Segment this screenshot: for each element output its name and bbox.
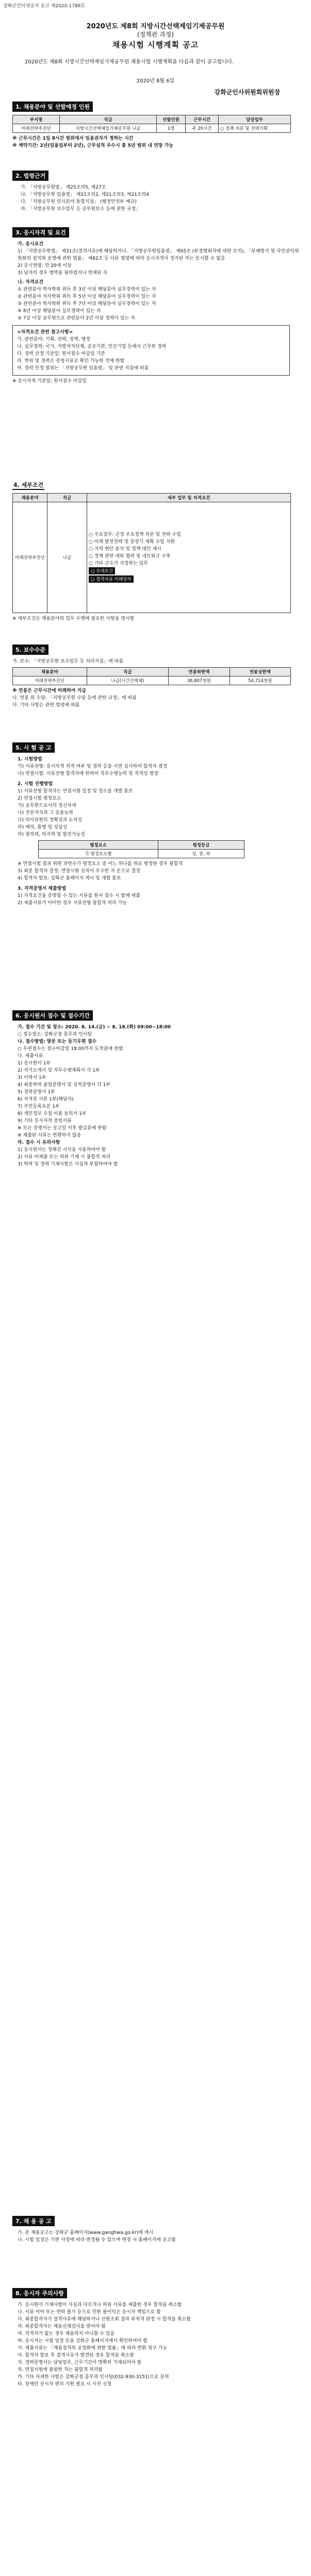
list-item: 자. 경력증명서는 담당업무, 근무기간이 명확히 기재되어야 함 — [18, 2360, 142, 2365]
requirements-box — [12, 325, 290, 376]
list-item: 마) 창의력, 의지력 및 발전가능성 — [18, 832, 85, 837]
list-item: 마. 적격자가 없는 경우 채용하지 아니할 수 있음 — [18, 2331, 115, 2336]
box-title: <자격요건 관련 참고사항> — [17, 330, 73, 335]
cell: 각 평정요소별 — [39, 850, 158, 858]
list-item: ○ 기타 군수가 지정하는 업무 — [89, 561, 148, 566]
col-header: 세부 업무 및 자격요건 — [87, 494, 291, 502]
list-item: ○ 미래 발전전략 및 중장기 계획 수립 지원 — [89, 539, 175, 545]
section-title: 4. 세부조건 — [12, 481, 44, 490]
list-item: 다. 경력 산정 기준일: 원서접수 마감일 기준 — [17, 351, 105, 357]
list-item: 6) 자격증 사본 1부(해당자) — [18, 1097, 74, 1102]
list-item: 카. 기타 자세한 사항은 강화군청 총무과 인사팀(032-930-3151)으로 문의 — [18, 2375, 169, 2380]
list-item: 아. 합격자 발표 후 결격사유가 발견된 경우 합격을 취소함 — [18, 2353, 134, 2358]
list-item: 4) 합격자 발표: 강화군 홈페이지 게시 및 개별 통보 — [18, 876, 121, 881]
table-row — [13, 502, 291, 613]
cell: 나급(시간선택제) — [87, 676, 168, 685]
list-item: 가. 「지방공무원법」 제25조의5, 제27조 — [21, 185, 106, 190]
col-header: 선발인원 — [156, 115, 185, 124]
list-item: 가. 관련분야: 기획, 전략, 정책, 행정 — [17, 337, 90, 342]
list-item: 1) 「지방공무원법」 제31조(결격사유)에 해당하거나, 「지방공무원임용령」 제65조 (부정행위자에 대한 조치), 「부패방지 및 국민권익위원회의 설치와 운영에 관한 법률」 제82조 등 다른 법령에 따라 응시자격이 정지된 자는 응시할 수 없음 — [18, 249, 299, 261]
notice-heading: 채용시험 시행계획 공고 — [112, 40, 199, 49]
cell: 미래전략추진단 — [13, 502, 47, 613]
list-item: 바. 응시자는 시험 일정 등을 강화군 홈페이지에서 확인하여야 함 — [18, 2338, 148, 2344]
table-row — [13, 124, 291, 133]
list-item: 라. 학위 및 경력은 증빙서류로 확인 가능한 것에 한함 — [17, 359, 125, 364]
section-legal-basis — [12, 170, 301, 213]
list-item: ○ 주요업무: 군정 주요정책 자문 및 전략 수립 — [89, 532, 181, 537]
notice-subtitle: (정책관 과정) — [137, 31, 174, 38]
list-item: ○ 우편접수는 접수마감일 18:00까지 도착분에 한함 — [18, 1046, 123, 1052]
list-item: 마. 경력 인정 범위는 「지방공무원 임용령」 및 관련 지침에 따름 — [17, 366, 149, 371]
section-title: 3. 응시자격 및 요건 — [12, 227, 69, 238]
list-item: 가. 접수 기간 및 장소: 2020. 8. 14.(금) ~ 8. 18.(화) 09:00~18:00 — [18, 1025, 171, 1030]
section-title: 5. 보수수준 — [12, 645, 48, 655]
cell: 미래전략추진단 — [13, 124, 60, 133]
col-header: 채용분야 — [13, 668, 87, 676]
list-item: ※ 면접시험 결과 위원 과반수가 평정요소 중 어느 하나를 하로 평정한 경우 불합격 — [18, 861, 183, 867]
list-item: 1) 응시원서는 정해진 서식을 사용하여야 함 — [18, 1147, 106, 1153]
cell: 주 20시간 — [186, 124, 219, 133]
list-item: ④ 8년 이상 해당분야 실무경력이 있는 자 — [18, 309, 101, 314]
list-item: 1) 서류전형 합격자는 면접시험 일정 및 장소를 개별 통보 — [18, 789, 133, 794]
list-item: ② 관련분야 석사학위 취득 후 5년 이상 해당분야 실무경력이 있는 자 — [18, 294, 156, 299]
intro-line: 가. 보수: 「지방공무원 보수업무 등 처리지침」에 따름 — [12, 659, 123, 664]
list-item: 라. 접수 시 유의사항 — [18, 1140, 60, 1145]
col-header: 근무시간 — [186, 115, 219, 124]
list-item: ○ 지역 현안 분석 및 정책 대안 제시 — [89, 547, 161, 552]
subheading: 나. 자격요건 — [18, 280, 44, 285]
list-item: 다. 기타 사항은 관련 법령에 따름 — [12, 703, 80, 708]
list-item: 2) 면접시험 평정요소 — [18, 796, 61, 801]
col-header: 직급 — [60, 115, 157, 124]
section-title: 1. 채용분야 및 선발예정 인원 — [12, 101, 93, 112]
list-item: ○ 정책 관련 대외 협력 및 네트워크 구축 — [89, 554, 171, 559]
col-header: 직급 — [87, 668, 168, 676]
col-header: 부서명 — [13, 115, 60, 124]
list-item: 나. 실무경력: 국가, 지방자치단체, 공공기관, 민간기업 등에서 근무한 경력 — [17, 344, 167, 349]
list-item: ⑤ 7급 이상 공무원으로 관련분야 2년 이상 경력이 있는 자 — [18, 316, 135, 321]
positions-table — [12, 115, 291, 133]
list-item: 3) 학력 및 경력 기재사항은 사실과 부합하여야 함 — [18, 1162, 118, 1167]
list-item: 2) 서류 미제출 또는 허위 기재 시 불합격 처리 — [18, 1155, 110, 1160]
section-title: 5. 시 험 공 고 — [12, 742, 55, 753]
subheading: 1. 시험방법 — [18, 757, 42, 762]
col-header: 담당업무 — [218, 115, 290, 124]
list-item: 나. 서류 미비 또는 연락 불가 등으로 인한 불이익은 응시자 책임으로 함 — [18, 2310, 161, 2315]
list-item: 다. 「지방공무원 인사분야 통합지침」 (행정안전부 예규) — [21, 199, 137, 205]
col-header: 연봉상한액 — [230, 668, 290, 676]
details-table — [12, 493, 291, 613]
section-cautions — [12, 2287, 301, 2388]
section-positions — [12, 101, 301, 149]
list-item: 1) 자격요건을 증명할 수 있는 서류를 원서 접수 시 함께 제출 — [18, 893, 140, 899]
notice-title: 2020년도 제8회 지방시간선택제임기제공무원 — [86, 23, 225, 30]
list-item: 사. 제출서류는 「채용절차의 공정화에 관한 법률」에 따라 반환 청구 가능 — [18, 2346, 168, 2351]
note: ※ 연봉은 근무시간에 비례하여 지급 — [12, 688, 86, 693]
col-header: 직급 — [47, 494, 87, 502]
list-item: 5) 경력증명서 1부 — [18, 1090, 55, 1095]
list-item: 가. 본 채용공고는 강화군 홈페이지(www.ganghwa.go.kr)에 게시 — [18, 2230, 154, 2235]
list-item: ① 관련분야 박사학위 취득 후 3년 이상 해당분야 실무경력이 있는 자 — [18, 287, 156, 292]
section-exam — [12, 742, 301, 907]
section-details — [12, 479, 301, 622]
list-item: 다) 의사표현의 정확성과 논리성 — [18, 818, 83, 823]
issuing-agency: 강화군인사위원회위원장 — [214, 89, 280, 96]
col-header: 평정요소 — [39, 841, 158, 850]
cell: 36,807천원 — [169, 676, 230, 685]
highlight-label: ○ 우대요건 — [89, 567, 115, 574]
section-title: 7. 채 용 공 고 — [12, 2216, 55, 2226]
section-application — [12, 1010, 301, 1168]
cell: ○ 정책 자문 및 전략기획 — [218, 124, 290, 133]
section-title: 6. 응시원서 접수 및 접수기간 — [12, 1010, 93, 1021]
subheading: 3. 자격증명서 제출방법 — [18, 886, 67, 891]
cell — [87, 502, 291, 613]
notice-date: 2020년 8월 6일 — [136, 78, 175, 84]
list-item: 7) 주민등록초본 1부 — [18, 1104, 60, 1109]
list-item: 8) 개인정보 수집·이용 동의서 1부 — [18, 1111, 87, 1116]
list-item: 타. 장애인 응시자 편의 지원 필요 시 사전 신청 — [18, 2382, 112, 2387]
list-item: 2) 자기소개서 및 직무수행계획서 각 1부 — [18, 1068, 100, 1073]
list-item: 나. 연봉 외 수당: 「지방공무원 수당 등에 관한 규정」에 따름 — [12, 696, 137, 701]
list-item: 나. 접수방법: 방문 또는 등기우편 접수 — [18, 1039, 97, 1044]
list-item: 9) 기타 응시자격 증빙서류 — [18, 1118, 72, 1124]
col-header: 채용분야 — [13, 494, 47, 502]
list-item: 나. 「지방공무원 임용령」 제21조의2, 제21조의3, 제21조의4 — [21, 192, 149, 197]
list-item: ○ 접수장소: 강화군청 총무과 인사팀 — [18, 1032, 92, 1037]
list-item: 4) 최종학력 졸업증명서 및 성적증명서 각 1부 — [18, 1082, 110, 1088]
list-item: 라. 최종합격자는 채용신체검사를 받아야 함 — [18, 2324, 106, 2329]
note: ※ 계약기간: 2년(임용일부터 2년), 근무실적 우수시 총 5년 범위 내 연장 가능 — [12, 143, 173, 148]
list-item: 다. 제출서류 — [18, 1054, 43, 1059]
list-item: 나) 면접시험: 서류전형 합격자에 한하여 직무수행능력 및 적격성 평정 — [18, 771, 158, 776]
table-row — [39, 850, 244, 858]
list-item: 나) 전문지식과 그 응용능력 — [18, 810, 73, 816]
cell: 미래전략추진단 — [13, 676, 87, 685]
cell: 나급 — [47, 502, 87, 613]
intro-text: 2020년도 제8회 지방시간선택제임기제공무원 채용시험 시행계획을 다음과 같이 공고합니다. — [25, 59, 234, 65]
subheading: 가. 응시요건 — [18, 242, 44, 247]
list-item: 다. 최종합격자가 결격사유에 해당하거나 신원조회 결과 부적격 판정 시 합격을 취소함 — [18, 2317, 191, 2322]
cell: 상, 중, 하 — [158, 850, 244, 858]
list-item: 3) 최종 합격자 결정: 면접시험 성적이 우수한 자 순으로 결정 — [18, 869, 140, 874]
list-item: 가) 서류전형: 응시자격 적격 여부 및 경력 등을 서면 심사하여 합격자 결정 — [18, 764, 168, 769]
subheading: 2. 시험 진행방법 — [18, 782, 53, 787]
highlight-label: ○ 결격사유 미해당자 — [89, 575, 134, 583]
col-header: 평정등급 — [158, 841, 244, 850]
cell: 지방시간선택제임기제공무원 나급 — [60, 124, 157, 133]
note: ※ 근무시간은 1일 8시간 범위에서 임용권자가 정하는 시간 — [12, 136, 134, 141]
list-item: 2) 제출서류가 미비한 경우 서류전형 불합격 처리 가능 — [18, 901, 127, 906]
grade-table — [38, 840, 244, 858]
notice-number: 강화군인터넷공지 공고 제2020-1788호 — [3, 4, 86, 9]
list-item: ※ 제출된 서류는 반환하지 않음 — [18, 1133, 81, 1138]
list-item: 1) 응시원서 1부 — [18, 1061, 51, 1066]
list-item: 차. 면접시험에 불참한 자는 불합격 처리함 — [18, 2367, 103, 2372]
list-item: 나. 시험 일정은 기관 사정에 따라 변경될 수 있으며 변경 시 홈페이지에 공고함 — [18, 2238, 176, 2243]
note: ※ 세부조건은 채용분야의 업무 수행에 필요한 사항을 명시함 — [12, 616, 135, 621]
salary-table — [12, 667, 291, 685]
section-title: 8. 응시자 주의사항 — [12, 2288, 67, 2298]
footnote: ※ 응시자격 기준일: 원서접수 마감일 — [12, 379, 87, 384]
cell: 1명 — [156, 124, 185, 133]
list-item: 2) 응시연령: 만 20세 이상 — [18, 263, 72, 268]
list-item: ※ 모든 증명서는 공고일 이후 발급분에 한함 — [18, 1126, 107, 1131]
table-row — [13, 676, 291, 685]
list-item: 라) 예의, 품행 및 성실성 — [18, 825, 68, 830]
section-eligibility — [12, 227, 301, 385]
list-item: ③ 관련분야 학사학위 취득 후 7년 이상 해당분야 실무경력이 있는 자 — [18, 301, 156, 307]
col-header: 연봉하한액 — [169, 668, 230, 676]
section-title: 2. 법령근거 — [12, 171, 48, 181]
section-announcement — [12, 2215, 301, 2244]
list-item: 가. 응시원서 기재사항이 사실과 다르거나 허위 서류를 제출한 경우 합격을 취소함 — [18, 2302, 182, 2308]
section-salary — [12, 644, 301, 709]
cell: 54,714천원 — [230, 676, 290, 685]
list-item: 3) 이력서 1부 — [18, 1075, 46, 1080]
list-item: 라. 「지방공무원 보수업무 등 공무원보수 등에 관한 규정」 — [21, 207, 141, 212]
list-item: 3) 남자의 경우 병역을 필하였거나 면제된 자 — [18, 270, 108, 276]
list-item: 가) 공무원으로서의 정신자세 — [18, 803, 76, 808]
